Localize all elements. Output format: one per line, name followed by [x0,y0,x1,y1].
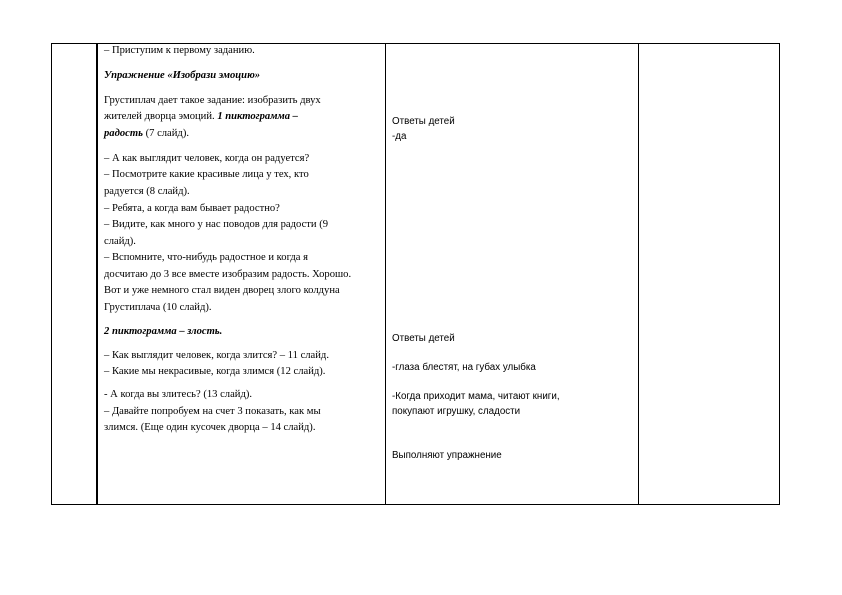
lesson-table [51,43,780,505]
teacher-line: – Как выглядит человек, когда злится? – 11 слайд. [104,350,329,361]
teacher-line: – Какие мы некрасивые, когда злимся (12 слайд). [104,366,326,377]
teacher-line: – А как выглядит человек, когда он радуется? [104,153,310,164]
teacher-line: радуется (8 слайд). [104,186,190,197]
teacher-line: – Ребята, а когда вам бывает радостно? [104,203,280,214]
children-line: Выполняют упражнение [392,450,502,461]
pictogram-2-heading: 2 пиктограмма – злость. [104,326,223,337]
teacher-line: – Приступим к первому заданию. [104,45,255,56]
children-line: Ответы детей [392,116,455,127]
children-line: -да [392,131,407,142]
slide-reference: (7 слайд). [145,128,189,139]
teacher-line: досчитаю до 3 все вместе изобразим радость. Хорошо. [104,269,352,280]
teacher-line: – Давайте попробуем на счет 3 показать, как мы [104,406,321,417]
children-line: -Когда приходит мама, читают книги, [392,391,560,402]
notes-column [639,44,779,504]
children-line: покупают игрушку, сладости [392,406,521,417]
teacher-line: - А когда вы злитесь? (13 слайд). [104,389,253,400]
exercise-title: Упражнение «Изобрази эмоцию» [104,70,261,81]
teacher-line: жителей дворца эмоций. [104,111,215,122]
teacher-line: Грустиплача (10 слайд). [104,302,212,313]
teacher-line-row [104,128,189,140]
stage-column [52,44,97,504]
children-line: Ответы детей [392,333,455,344]
children-activity-column [386,44,639,504]
children-line: -глаза блестят, на губах улыбка [392,362,536,373]
teacher-activity-column [97,44,386,504]
pictogram-1-heading: 1 пиктограмма – [217,111,298,122]
teacher-line: – Посмотрите какие красивые лица у тех, кто [104,169,309,180]
teacher-line: – Видите, как много у нас поводов для радости (9 [104,219,329,230]
pictogram-1-emotion: радость [104,128,143,139]
teacher-line: Грустиплач дает такое задание: изобразить двух [104,95,321,106]
teacher-line-row [104,111,298,123]
teacher-line: – Вспомните, что-нибудь радостное и когда я [104,252,308,263]
teacher-line: злимся. (Еще один кусочек дворца – 14 слайд). [104,422,316,433]
teacher-line: Вот и уже немного стал виден дворец злого колдуна [104,285,340,296]
teacher-line: слайд). [104,236,136,247]
